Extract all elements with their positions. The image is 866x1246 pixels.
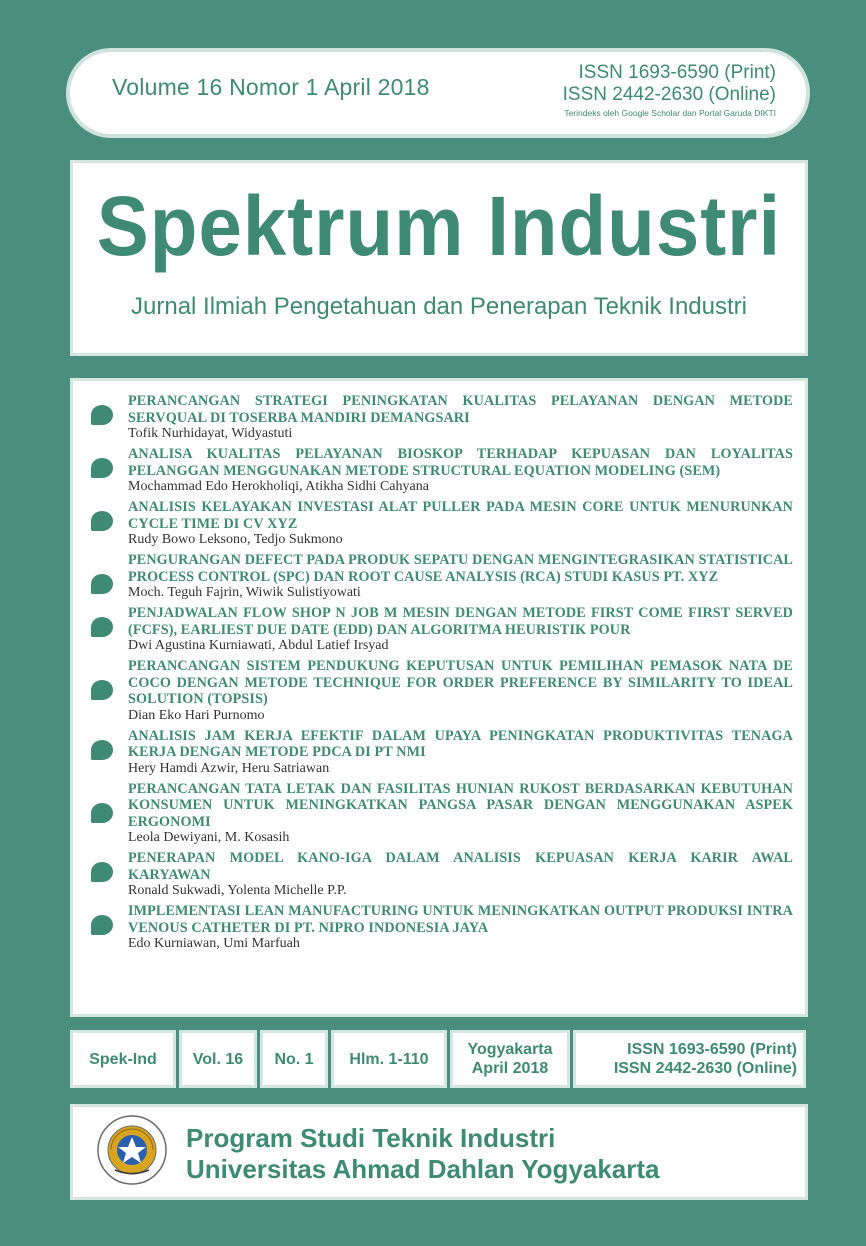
article-authors: Hery Hamdi Azwir, Heru Satriawan bbox=[128, 760, 330, 776]
indexed-note: Terindeks oleh Google Scholar dan Portal Garuda DIKTI bbox=[564, 108, 776, 118]
info-place-date bbox=[450, 1030, 570, 1088]
speech-bubble-icon bbox=[91, 740, 113, 760]
volume-label: Volume 16 Nomor 1 April 2018 bbox=[112, 74, 430, 100]
article-authors: Tofik Nurhidayat, Widyastuti bbox=[128, 426, 293, 441]
article-title: ANALISIS JAM KERJA EFEKTIF DALAM UPAYA PENINGKATAN PRODUKTIVITAS TENAGA KERJA DENGAN METODE PDCA DI PT NMI bbox=[128, 727, 793, 760]
article-authors: Ronald Sukwadi, Yolenta Michelle P.P. bbox=[128, 883, 347, 898]
issue-number: No. 1 bbox=[274, 1050, 314, 1068]
toc-item bbox=[73, 605, 805, 654]
article-authors: Moch. Teguh Fajrin, Wiwik Sulistiyowati bbox=[128, 585, 361, 600]
speech-bubble-icon bbox=[91, 680, 113, 700]
article-title: ANALISIS KELAYAKAN INVESTASI ALAT PULLER PADA MESIN CORE UNTUK MENURUNKAN CYCLE TIME DI CV XYZ bbox=[128, 499, 793, 532]
toc-item bbox=[73, 552, 805, 601]
toc-item bbox=[73, 658, 805, 724]
article-authors: Dwi Agustina Kurniawati, Abdul Latief Irsyad bbox=[128, 638, 389, 653]
issue-info-bar bbox=[70, 1030, 806, 1088]
publisher-text bbox=[186, 1123, 659, 1185]
info-issn bbox=[573, 1030, 806, 1088]
info-abbr bbox=[70, 1030, 176, 1088]
speech-bubble-icon bbox=[91, 862, 113, 882]
toc-item bbox=[73, 393, 805, 442]
article-authors: Leola Dewiyani, M. Kosasih bbox=[128, 830, 290, 845]
speech-bubble-icon bbox=[91, 405, 113, 425]
speech-bubble-icon bbox=[91, 574, 113, 594]
toc-item bbox=[73, 781, 805, 847]
article-title: PERANCANGAN TATA LETAK DAN FASILITAS HUNIAN RUKOST BERDASARKAN KEBUTUHAN KONSUMEN UNTUK MENINGKATKAN PANGSA PASAR DENGAN MENGGUNAKAN ASPEK ERGONOMI bbox=[128, 780, 793, 830]
toc-item bbox=[73, 903, 805, 952]
page-range: Hlm. 1-110 bbox=[349, 1050, 429, 1068]
toc-item bbox=[73, 499, 805, 548]
program-name: Program Studi Teknik Industri bbox=[186, 1123, 556, 1153]
issn-print: ISSN 1693-6590 (Print) bbox=[627, 1041, 797, 1058]
speech-bubble-icon bbox=[91, 617, 113, 637]
article-title: IMPLEMENTASI LEAN MANUFACTURING UNTUK MENINGKATKAN OUTPUT PRODUKSI INTRA VENOUS CATHETER DI PT. NIPRO INDONESIA JAYA bbox=[128, 903, 793, 936]
issn-block bbox=[563, 62, 776, 118]
speech-bubble-icon bbox=[91, 511, 113, 531]
article-authors: Edo Kurniawan, Umi Marfuah bbox=[128, 936, 300, 951]
title-panel bbox=[70, 160, 808, 356]
university-logo bbox=[97, 1115, 167, 1185]
issn-online: ISSN 2442-2630 (Online) bbox=[562, 84, 776, 105]
issue-date: April 2018 bbox=[471, 1060, 549, 1077]
speech-bubble-icon bbox=[91, 915, 113, 935]
toc-item bbox=[73, 728, 805, 777]
city: Yogyakarta bbox=[467, 1041, 553, 1058]
article-title: PENERAPAN MODEL KANO-IGA DALAM ANALISIS KEPUASAN KERJA KARIR AWAL KARYAWAN bbox=[128, 850, 793, 883]
info-number bbox=[260, 1030, 328, 1088]
toc-item bbox=[73, 850, 805, 899]
table-of-contents bbox=[70, 378, 808, 1017]
header-pill bbox=[70, 52, 806, 134]
article-title: PENGURANGAN DEFECT PADA PRODUK SEPATU DENGAN MENGINTEGRASIKAN STATISTICAL PROCESS CONTROL (SPC) DAN ROOT CAUSE ANALYSIS (RCA) STUDI KASUS PT. XYZ bbox=[128, 552, 793, 585]
info-volume bbox=[179, 1030, 257, 1088]
journal-subtitle: Jurnal Ilmiah Pengetahuan dan Penerapan Teknik Industri bbox=[131, 293, 747, 320]
article-authors: Dian Eko Hari Purnomo bbox=[128, 707, 265, 723]
toc-item bbox=[73, 446, 805, 495]
volume-number: Vol. 16 bbox=[192, 1050, 244, 1068]
issn-print: ISSN 1693-6590 (Print) bbox=[578, 62, 776, 83]
publisher-panel bbox=[70, 1104, 808, 1200]
speech-bubble-icon bbox=[91, 803, 113, 823]
info-pages bbox=[331, 1030, 447, 1088]
article-title: ANALISA KUALITAS PELAYANAN BIOSKOP TERHADAP KEPUASAN DAN LOYALITAS PELANGGAN MENGGUNAKAN METODE STRUCTURAL EQUATION MODELING (SEM) bbox=[128, 446, 793, 479]
article-title: PENJADWALAN FLOW SHOP N JOB M MESIN DENGAN METODE FIRST COME FIRST SERVED (FCFS), EARLIEST DUE DATE (EDD) DAN ALGORITMA HEURISTIK POUR bbox=[128, 605, 793, 638]
journal-title: Spektrum Industri bbox=[96, 178, 782, 274]
article-authors: Mochammad Edo Herokholiqi, Atikha Sidhi Cahyana bbox=[128, 479, 429, 494]
university-name: Universitas Ahmad Dahlan Yogyakarta bbox=[186, 1154, 660, 1184]
abbr-label: Spek-Ind bbox=[89, 1050, 157, 1068]
article-title: PERANCANGAN STRATEGI PENINGKATAN KUALITAS PELAYANAN DENGAN METODE SERVQUAL DI TOSERBA MANDIRI DEMANGSARI bbox=[128, 393, 793, 426]
article-title: PERANCANGAN SISTEM PENDUKUNG KEPUTUSAN UNTUK PEMILIHAN PEMASOK NATA DE COCO DENGAN METODE TECHNIQUE FOR ORDER PREFERENCE BY SIMILARITY TO IDEAL SOLUTION (TOPSIS) bbox=[128, 658, 793, 707]
speech-bubble-icon bbox=[91, 458, 113, 478]
issn-online: ISSN 2442-2630 (Online) bbox=[613, 1060, 797, 1077]
article-authors: Rudy Bowo Leksono, Tedjo Sukmono bbox=[128, 532, 343, 547]
